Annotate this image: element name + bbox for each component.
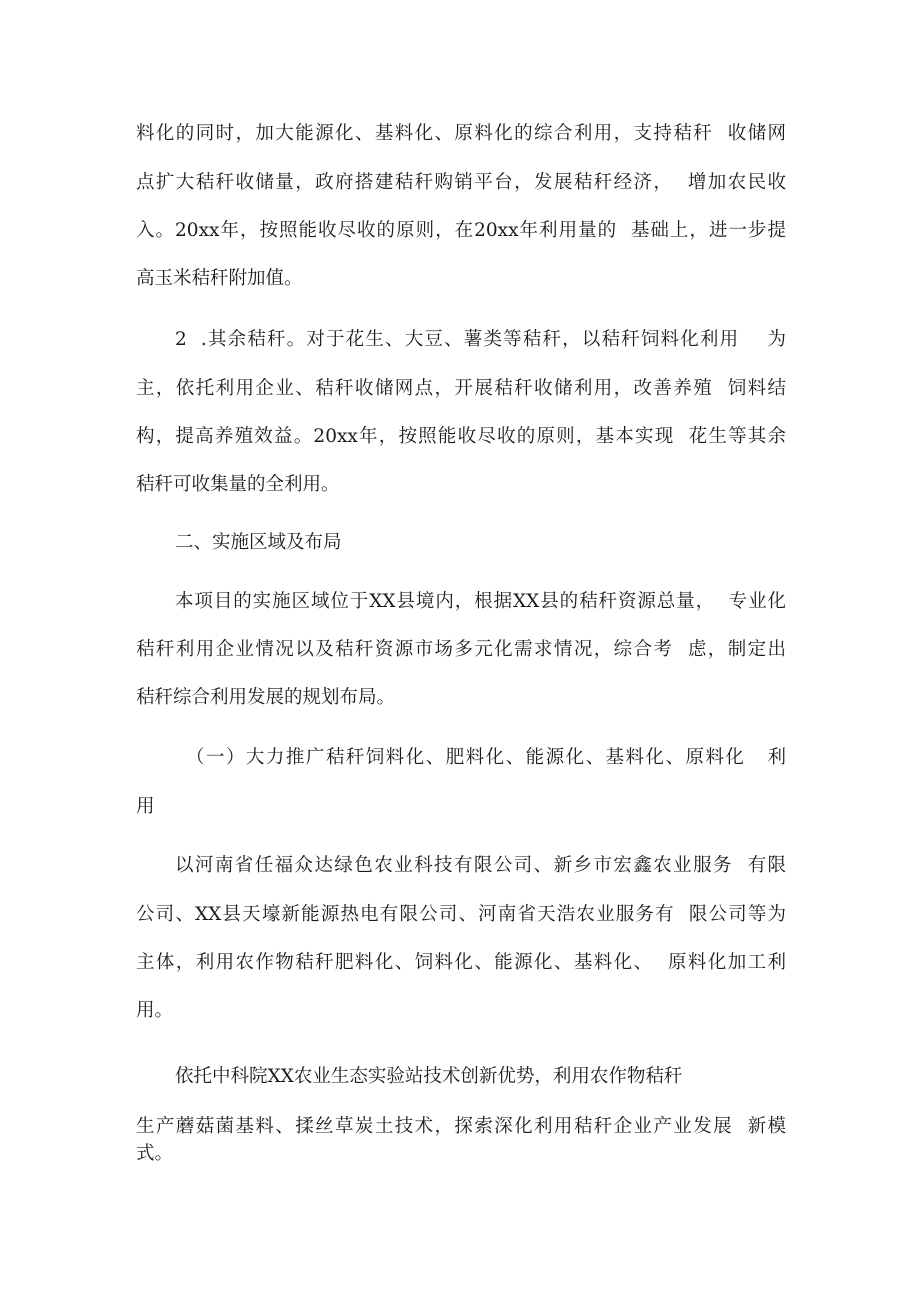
paragraph-line: 秸秆利用企业情况以及秸秆资源市场多元化需求情况，综合考 虑，制定出 bbox=[136, 639, 786, 660]
subsection-heading: 用 bbox=[136, 796, 155, 817]
paragraph-line: 用。 bbox=[136, 1000, 174, 1021]
paragraph-line: 依托中科院XX农业生态实验站技术创新优势，利用农作物秸秆 bbox=[175, 1066, 683, 1087]
paragraph-line: 料化的同时，加大能源化、基料化、原料化的综合利用，支持秸秆 收储网 bbox=[136, 123, 786, 144]
paragraph-line: 高玉米秸秆附加值。 bbox=[136, 268, 303, 289]
paragraph-line: 主，依托利用企业、秸秆收储网点，开展秸秆收储利用，改善养殖 饲料结 bbox=[136, 378, 786, 399]
paragraph-line: 2 .其余秸秆。对于花生、大豆、薯类等秸秆，以秸秆饲料化利用 为 bbox=[175, 329, 786, 350]
paragraph-line: 秸秆可收集量的全利用。 bbox=[136, 474, 340, 495]
paragraph-line: 本项目的实施区域位于XX县境内，根据XX县的秸秆资源总量， 专业化 bbox=[175, 591, 786, 612]
paragraph-line: 式。 bbox=[136, 1143, 174, 1164]
subsection-heading: （一）大力推广秸秆饲料化、肥料化、能源化、基料化、原料化 利 bbox=[186, 747, 786, 768]
paragraph-line: 公司、XX县天壕新能源热电有限公司、河南省天浩农业服务有 限公司等为 bbox=[136, 904, 786, 925]
paragraph-line: 点扩大秸秆收储量，政府搭建秸秆购销平台，发展秸秆经济， 增加农民收 bbox=[136, 172, 786, 193]
paragraph-line: 主体，利用农作物秸秆肥料化、饲料化、能源化、基料化、 原料化加工利 bbox=[136, 952, 786, 973]
paragraph-line: 以河南省任福众达绿色农业科技有限公司、新乡市宏鑫农业服务 有限 bbox=[175, 855, 786, 876]
paragraph-line: 秸秆综合利用发展的规划布局。 bbox=[136, 687, 396, 708]
paragraph-line: 入。20xx年，按照能收尽收的原则，在20xx年利用量的 基础上，进一步提 bbox=[136, 220, 786, 241]
paragraph-line: 构，提高养殖效益。20xx年，按照能收尽收的原则，基本实现 花生等其余 bbox=[136, 426, 786, 447]
paragraph-line: 生产蘑菇菌基料、揉丝草炭土技术，探索深化利用秸秆企业产业发展 新模 bbox=[136, 1116, 786, 1137]
section-heading: 二、实施区域及布局 bbox=[175, 532, 342, 553]
